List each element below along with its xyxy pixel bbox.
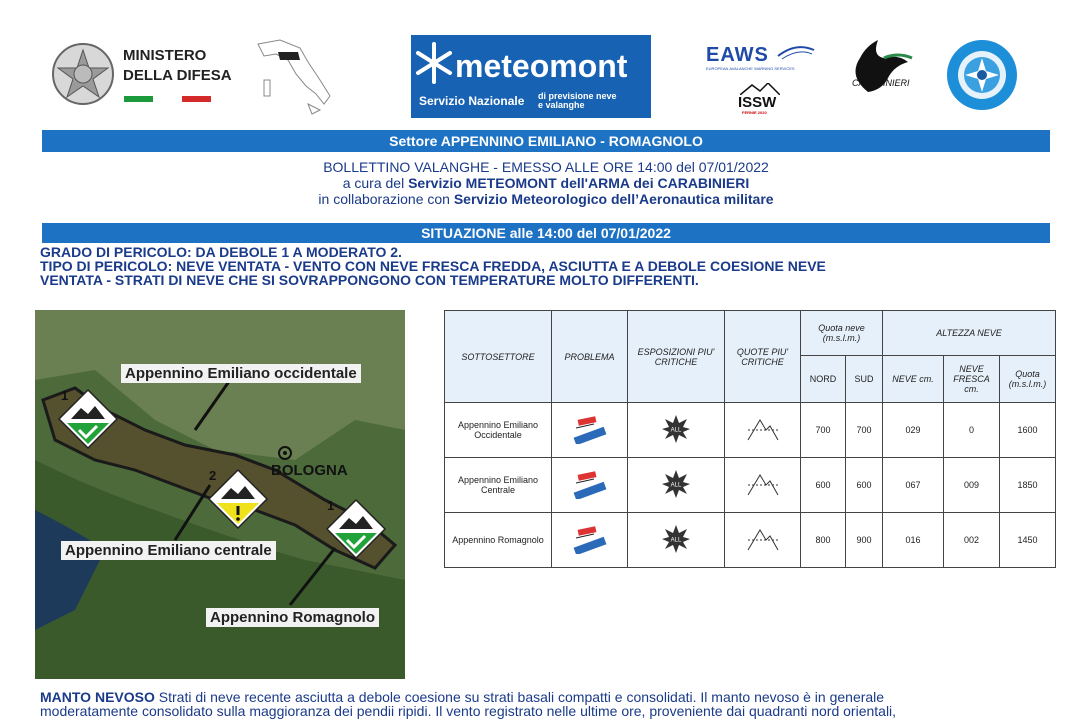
cell-sud: 700 (846, 403, 883, 458)
author-name: Servizio METEOMONT dell'ARMA dei CARABINIERI (408, 175, 750, 191)
row-name: Appennino Romagnolo (445, 513, 552, 568)
map-label-romagnolo: Appennino Romagnolo (206, 608, 379, 627)
bulletin-author-line (42, 175, 1050, 191)
altitude-mountain-icon (746, 526, 780, 552)
emblem-icon (48, 38, 118, 110)
aeronautica-logo-icon (945, 38, 1019, 112)
map-label-bologna: BOLOGNA (271, 462, 348, 479)
manto-nevoso-section (40, 690, 1060, 718)
th-esposizioni: ESPOSIZIONI PIU' CRITICHE (628, 311, 725, 403)
th-quota-neve: Quota neve (m.s.l.m.) (801, 311, 883, 356)
all-aspects-label: ALL (670, 427, 682, 434)
row-name: Appennino Emiliano Occidentale (445, 403, 552, 458)
exposure-cell (628, 513, 725, 568)
eaws-logo: EAWS (706, 44, 769, 66)
snowflake-icon (414, 40, 454, 86)
danger-summary (40, 245, 1050, 287)
carabinieri-logo-text: CARABINIERI (852, 78, 910, 88)
th-sottosettore: SOTTOSETTORE (445, 311, 552, 403)
table-row (445, 458, 1056, 513)
danger-level-cen: 2 (209, 468, 217, 483)
meteomont-subtitle-2 (538, 92, 617, 110)
manto-line1 (40, 690, 1060, 704)
altitude-cell (725, 513, 801, 568)
problem-cell (552, 403, 628, 458)
ministero-line-2: DELLA DIFESA (123, 67, 232, 84)
bulletin-collab-line (42, 191, 1050, 207)
issw-subtitle: FERNIE 2020 (742, 110, 767, 115)
problem-cell (552, 458, 628, 513)
cell-nord: 600 (801, 458, 846, 513)
altitude-cell (725, 458, 801, 513)
th-sud: SUD (846, 356, 883, 403)
map-label-centrale: Appennino Emiliano centrale (61, 541, 276, 560)
exposure-cell (628, 403, 725, 458)
eaws-swoosh-icon (776, 40, 816, 62)
th-neve-cm: NEVE cm. (883, 356, 944, 403)
danger-level-2-icon (207, 468, 269, 530)
wind-slab-icon (572, 524, 608, 554)
bulletin-header (42, 159, 1050, 207)
italian-flag (124, 96, 211, 102)
th-nord: NORD (801, 356, 846, 403)
th-quote: QUOTE PIU' CRITICHE (725, 311, 801, 403)
cell-quota: 1450 (1000, 513, 1056, 568)
altitude-mountain-icon (746, 416, 780, 442)
th-altezza-neve: ALTEZZA NEVE (883, 311, 1056, 356)
ministero-title (123, 46, 232, 86)
table-row (445, 403, 1056, 458)
all-aspects-icon (661, 524, 691, 554)
all-aspects-icon (661, 469, 691, 499)
italy-map-icon (250, 34, 340, 118)
cell-fresca: 002 (944, 513, 1000, 568)
row-name: Appennino Emiliano Centrale (445, 458, 552, 513)
danger-type-line2: VENTATA - STRATI DI NEVE CHE SI SOVRAPPONGONO CON TEMPERATURE MOLTO DIFFERENTI. (40, 272, 699, 288)
map-label-occidentale: Appennino Emiliano occidentale (121, 364, 361, 383)
cell-quota: 1600 (1000, 403, 1056, 458)
altitude-mountain-icon (746, 471, 780, 497)
sector-bar: Settore APPENNINO EMILIANO - ROMAGNOLO (42, 130, 1050, 152)
problem-cell (552, 513, 628, 568)
meteomont-subtitle: Servizio Nazionale (419, 94, 525, 108)
sector-map (35, 310, 405, 679)
cell-neve: 029 (883, 403, 944, 458)
all-aspects-label: ALL (670, 482, 682, 489)
all-aspects-icon (661, 414, 691, 444)
exposure-cell (628, 458, 725, 513)
altitude-cell (725, 403, 801, 458)
danger-level-1-icon (325, 498, 387, 560)
danger-type-line1: TIPO DI PERICOLO: NEVE VENTATA - VENTO CON NEVE FRESCA FREDDA, ASCIUTTA E A DEBOLE COESIONE NEVE (40, 258, 826, 274)
table-row (445, 513, 1056, 568)
th-problema: PROBLEMA (552, 311, 628, 403)
th-neve-fresca: NEVE FRESCA cm. (944, 356, 1000, 403)
manto-text-1: Strati di neve recente asciutta a debole coesione su strati basali compatti e consolidati. Il manto nevoso è in generale (154, 689, 885, 705)
danger-grade: GRADO DI PERICOLO: DA DEBOLE 1 A MODERATO 2. (40, 244, 402, 260)
author-prefix: a cura del (342, 175, 409, 191)
cell-sud: 600 (846, 458, 883, 513)
cell-neve: 067 (883, 458, 944, 513)
ministero-line-1: MINISTERO (123, 47, 207, 64)
cell-sud: 900 (846, 513, 883, 568)
collab-prefix: in collaborazione con (318, 191, 454, 207)
danger-level-occ: 1 (61, 388, 69, 403)
cell-fresca: 0 (944, 403, 1000, 458)
cell-nord: 800 (801, 513, 846, 568)
meteomont-sub2-line1: di previsione neve (538, 91, 617, 101)
wind-slab-icon (572, 469, 608, 499)
manto-text-2: moderatamente consolidato sulla maggioranza dei pendii ripidi. Il vento registrato nelle ultime ore, proveniente dai quadranti nord orientali, (40, 703, 897, 719)
cell-nord: 700 (801, 403, 846, 458)
eaws-subtitle: EUROPEAN AVALANCHE WARNING SERVICES (706, 66, 795, 71)
collab-name: Servizio Meteorologico dell’Aeronautica militare (453, 191, 774, 207)
cell-neve: 016 (883, 513, 944, 568)
cell-fresca: 009 (944, 458, 1000, 513)
all-aspects-label: ALL (670, 537, 682, 544)
situation-bar: SITUAZIONE alle 14:00 del 07/01/2022 (42, 223, 1050, 243)
situation-table (444, 310, 1056, 568)
bulletin-emission-line: BOLLETTINO VALANGHE - EMESSO ALLE ORE 14:00 del 07/01/2022 (323, 159, 769, 175)
wind-slab-icon (572, 414, 608, 444)
manto-title: MANTO NEVOSO (40, 689, 155, 705)
cell-quota: 1850 (1000, 458, 1056, 513)
meteomont-title: meteomont (455, 48, 628, 84)
danger-level-rom: 1 (327, 498, 335, 513)
meteomont-sub2-line2: e valanghe (538, 100, 585, 110)
issw-logo: ISSW (738, 94, 777, 111)
th-quota: Quota (m.s.l.m.) (1000, 356, 1056, 403)
